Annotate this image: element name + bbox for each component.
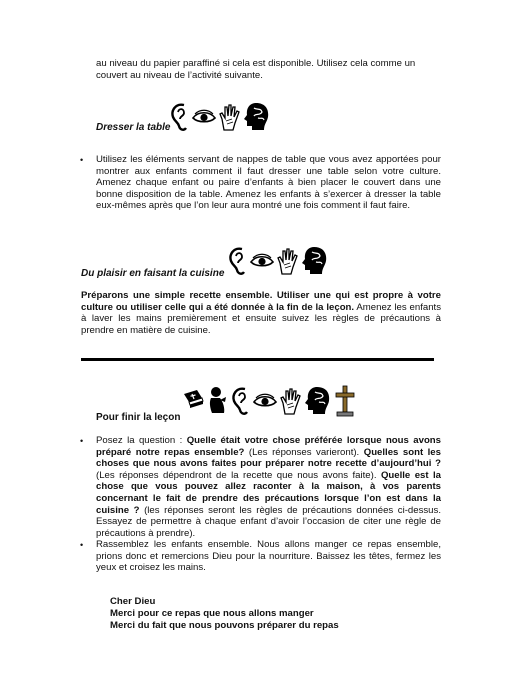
bible-icon (181, 388, 205, 414)
eye-icon (192, 109, 216, 125)
cuisine-bold-text: Préparons une simple recette ensemble. Utiliser une qui est propre à votre culture ou utiliser celle qui a été donnée à la fin de la leçon. (81, 290, 441, 313)
hand-icon (279, 387, 301, 415)
cross-icon (333, 384, 357, 418)
section-divider (81, 358, 434, 361)
paragraph-cuisine (81, 290, 441, 336)
head-profile-icon (242, 102, 270, 132)
intro-text (96, 58, 441, 81)
paragraph-rassemblez: Rassemblez les enfants ensemble. Nous allons manger ce repas ensemble, prions donc et remercions Dieu pour la nourriture. Baissez les têtes, fermez les yeux et croisez les mains. (96, 539, 441, 574)
question-1: Quelle était votre chose préférée lorsque nous avons préparé notre repas ensemble? (96, 435, 441, 458)
prayer-block (110, 596, 430, 631)
paragraph-dresser-la-table: Utilisez les éléments servant de nappes de table que vous avez apportées pour montrer aux enfants comment il faut dresser une table selon votre culture. Amenez chaque enfant ou paire d’enfants à bien placer le couvert dans une bonne disposition de la table. Amenez les enfants à s’exercer à dresser la table eux-mêmes après que l’on leur aura montré une fois comment il faut faire. (96, 154, 441, 212)
hand-icon (276, 247, 298, 275)
intro-line-1: au niveau du papier paraffiné si cela est disponible. Utilisez cela comme un (96, 58, 416, 69)
bullet-marker: • (80, 436, 84, 446)
praying-child-icon (207, 386, 229, 416)
cuisine-normal-text: Amenez les enfants à laver les mains premièrement et ensuite suivez les règles de précautions à prendre en matière de cuisine. (81, 301, 441, 336)
ear-icon (170, 102, 190, 132)
icons-row-fin (181, 384, 357, 418)
prayer-line-1: Cher Dieu (110, 596, 156, 607)
head-profile-icon (303, 386, 331, 416)
prayer-line-3: Merci du fait que nous pouvons préparer du repas (110, 619, 339, 631)
ear-icon (228, 246, 248, 276)
answer-note-2: (Les réponses dépendront de la recette que nous avons faite). (96, 469, 381, 481)
icons-row-cuisine (228, 246, 328, 276)
question-intro: Posez la question : (96, 435, 187, 446)
heading-du-plaisir-cuisine: Du plaisir en faisant la cuisine (81, 268, 225, 279)
question-2: Quelles sont les choses que nous avons faites pour préparer notre recette d’aujourd’hui ? (96, 446, 441, 470)
bullet-marker: • (80, 540, 84, 550)
head-profile-icon (300, 246, 328, 276)
icons-row-table (170, 102, 270, 132)
hand-icon (218, 103, 240, 131)
eye-icon (253, 393, 277, 409)
answer-note-1: (Les réponses varieront). (244, 446, 364, 458)
answer-note-3: (les réponses seront les règles de précautions données ci-dessus. Essayez de permettre à chaque enfant d’avoir l’occasion de citer une règle de précautions à prendre). (96, 504, 441, 539)
paragraph-posez-la-question (96, 435, 441, 539)
bullet-marker: • (80, 155, 84, 165)
prayer-line-2: Merci pour ce repas que nous allons manger (110, 607, 314, 619)
ear-icon (231, 386, 251, 416)
heading-pour-finir-la-lecon: Pour finir la leçon (96, 412, 181, 423)
intro-line-2: couvert au niveau de l’activité suivante. (96, 69, 263, 81)
eye-icon (250, 253, 274, 269)
question-3: Quelle est la chose que vous pouvez allez raconter à la maison, à vos parents concernant le fait de prendre des précautions lorsque l’on est dans la cuisine ? (96, 469, 442, 516)
heading-dresser-la-table: Dresser la table (96, 122, 171, 133)
